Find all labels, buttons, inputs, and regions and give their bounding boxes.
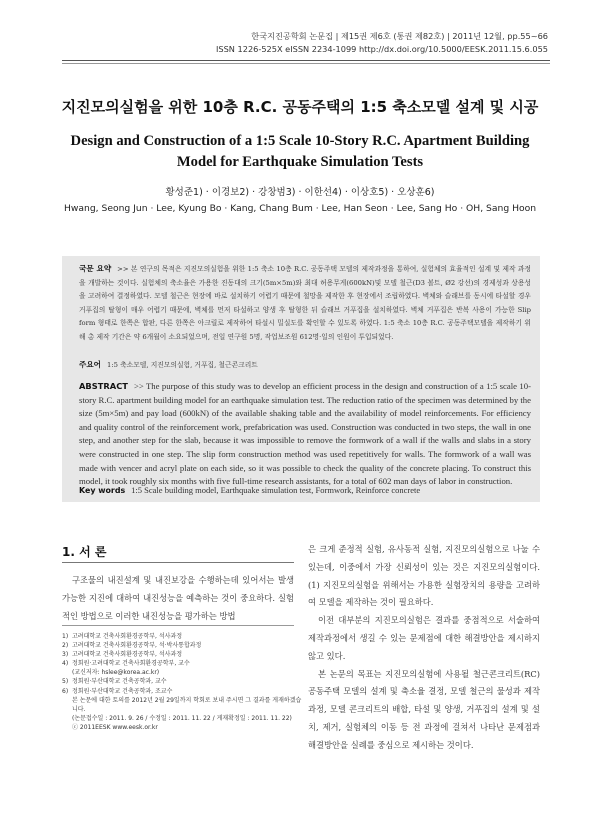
footnote-rule	[62, 625, 294, 626]
authors-english: Hwang, Seong Jun · Lee, Kyung Bo · Kang, Chang Bum · Lee, Han Seon · Lee, Sang Ho · OH, Sang Hoon	[63, 203, 537, 214]
section-heading: 1. 서 론	[62, 545, 107, 559]
authors-korean: 황성준1) · 이경보2) · 강창범3) · 이한선4) · 이상호5) · 오상훈6)	[165, 187, 435, 198]
footnote-number: 6)	[62, 687, 69, 695]
english-title	[40, 131, 560, 173]
footnote-text: ⓒ 2011EESK www.eesk.or.kr	[72, 723, 158, 731]
footnote-text: (논문접수일 : 2011. 9. 26 / 수정일 : 2011. 11. 22 / 게재확정일 : 2011. 11. 22)	[72, 714, 292, 722]
footnote-text: 고려대학교 건축사회환경공학부, 석사과정	[72, 651, 183, 659]
footnote-number	[62, 668, 72, 677]
footnote-item	[62, 687, 302, 696]
korean-keywords-text: 1:5 축소모델, 지진모의실험, 거푸집, 철근콘크리트	[107, 361, 258, 369]
intro-paragraph-1-cont: 은 크게 준정적 실험, 유사동적 실험, 지진모의실험으로 나눌 수 있는데, 이중에서 가장 신뢰성이 있는 것은 지진모의실험이다.(1) 지진모의실험을 위해서는 가용한 실험장치의 용량을 고려하여 모델을 제작하는 것이 필요하다.	[308, 544, 540, 608]
footnote-item	[62, 696, 302, 714]
english-title-line1: Design and Construction of a 1:5 Scale 10-Story R.C. Apartment Building	[70, 133, 530, 149]
english-abstract-text: >> The purpose of this study was to develop an efficient process in the design and construction of a 1:5 scale 10-story R.C. apartment building model for an earthquake simulation test. The reduction ratio of the specimen was determined by the size (5m×5m) and pay load (600kN) of the available shaking table and the availability of model reinforcements. For efficiency and quality control of the reinforcement work, prefabrication was used. Construction was conducted in two steps, the wall in one step, and another step for the slab, because it was impossible to remove the formwork of a wall if the walls and slabs in a story were constructed in one step. The slip form construction method was used repetitively for walls. The formwork of a wall was made with vencer and acryl plate on each side, so it was possible to check the quality of the concrete placing. To construct this model, it took roughly six months with five full-time research assistants, for a total of 602 man days of labor in construction.	[79, 381, 531, 487]
intro-paragraph-2: 이전 대부분의 지진모의실험은 결과를 중점적으로 서술하여 제작과정에서 생길 수 있는 문제점에 대한 해결방안을 제시하지 않고 있다.	[308, 615, 540, 661]
section-rule	[62, 562, 294, 563]
english-keywords-label: Key words	[79, 486, 126, 495]
footnote-item	[62, 659, 302, 668]
footnote-text: 정회원·고려대학교 건축사회환경공학부, 교수	[72, 660, 190, 668]
korean-abstract	[79, 262, 531, 345]
footnote-item	[62, 668, 302, 677]
header-rule	[62, 60, 550, 61]
korean-title: 지진모의실험을 위한 10층 R.C. 공동주택의 1:5 축소모델 설계 및 시공	[61, 98, 539, 116]
english-keywords	[79, 484, 531, 498]
issn-doi-line: ISSN 1226-525X eISSN 2234-1099 http://dx.doi.org/10.5000/EESK.2011.15.6.055	[216, 44, 548, 54]
footnote-text: 본 논문에 대한 토의를 2012년 2월 29일까지 학회로 보내 주시면 그 결과를 게재하겠습니다.	[72, 696, 302, 713]
footnote-number: 2)	[62, 642, 69, 650]
footnote-number	[62, 714, 72, 723]
footnote-number: 5)	[62, 678, 69, 686]
footnotes	[62, 632, 302, 732]
footnote-number: 1)	[62, 633, 69, 640]
header-rule-thin	[62, 63, 550, 64]
body-left-column	[62, 572, 294, 625]
footnote-item	[62, 714, 302, 723]
footnote-item	[62, 723, 302, 732]
footnote-text: 고려대학교 건축사회환경공학부, 석사과정	[72, 633, 183, 640]
footnote-text: (교신저자: hslee@korea.ac.kr)	[72, 669, 160, 677]
english-title-line2: Model for Earthquake Simulation Tests	[176, 154, 424, 170]
footnote-number: 4)	[62, 660, 69, 668]
korean-keywords-label: 주요어	[79, 360, 102, 369]
journal-header: 한국지진공학회 논문집 | 제15권 제6호 (통권 제82호) | 2011년 12월, pp.55~66	[251, 31, 548, 41]
footnote-text: 고려대학교 건축사회환경공학부, 석·박사통합과정	[72, 642, 202, 650]
footnote-item	[62, 650, 302, 659]
intro-paragraph-3: 본 논문의 목표는 지진모의실험에 사용될 철근콘크리트(RC) 공동주택 모델의 설계 및 축소율 결정, 모델 철근의 물성과 제작과정, 모델 콘크리트의 배합, 타설 및 양생, 거푸집의 설계 및 설치, 제거, 실험체의 이동 등 전 과정에 걸쳐서 나타난 문제점과 해결방안을 실례를 중심으로 제시하는 것이다.	[308, 668, 540, 750]
korean-keywords	[79, 358, 531, 373]
body-right-column	[308, 541, 540, 755]
footnote-number	[62, 696, 72, 714]
korean-abstract-text: >> 본 연구의 목적은 지진모의실험을 위한 1:5 축소 10층 R.C. 공동주택 모델의 제작과정을 통하여, 실험체의 효율적인 설계 및 제작 과정을 개발하는 것이다. 실험체의 축소율은 가용한 진동대의 크기(5m×5m)와 최대 허용무게(600kN)및 모델 철근(D3 볼트, Ø2 강선)의 경제성과 상용성을 고려하여 결정하였다. 모델 철근은 현장에 바로 설치하기 어렵기 때문에 철망을 제작한 후 현장에서 조립하였다. 벽체와 슬래브를 동시에 타설할 경우 거푸집의 탈형이 매우 어렵기 때문에, 벽체를 먼저 타설하고 양생 후 탈형한 뒤 슬래브 거푸집을 설치하였다. 벽체 거푸집은 반복 사용이 가능한 Slip form 형태로 한쪽은 합판, 다른 한쪽은 아크릴로 제작하여 타설시 밀실도를 확인할 수 있도록 하였다. 1:5 축소 10층 R.C. 공동주택모델을 제작하기 위해 총 제작 기간은 약 6개월이 소요되었으며, 전일 연구원 5명, 작업보조원 612명·일의 인원이 투입되었다.	[79, 265, 531, 341]
footnote-text: 정회원·부산대학교 건축공학과, 교수	[72, 678, 167, 686]
footnote-text: 정회원·부산대학교 건축공학과, 조교수	[72, 687, 173, 695]
korean-abstract-label: 국문 요약	[79, 264, 112, 273]
footnote-number: 3)	[62, 651, 69, 659]
english-keywords-text: 1:5 Scale building model, Earthquake simulation test, Formwork, Reinforce concrete	[131, 485, 421, 495]
english-abstract-label: ABSTRACT	[79, 381, 128, 391]
footnote-item	[62, 632, 302, 641]
footnote-item	[62, 677, 302, 686]
intro-paragraph-1: 구조물의 내진설계 및 내진보강을 수행하는데 있어서는 발생 가능한 지진에 대하여 내진성능을 예측하는 것이 중요하다. 실험적인 방법으로 이러한 내진성능을 평가하는 방법	[62, 575, 294, 621]
footnote-number	[62, 723, 72, 732]
footnote-item	[62, 641, 302, 650]
english-abstract	[79, 380, 531, 489]
